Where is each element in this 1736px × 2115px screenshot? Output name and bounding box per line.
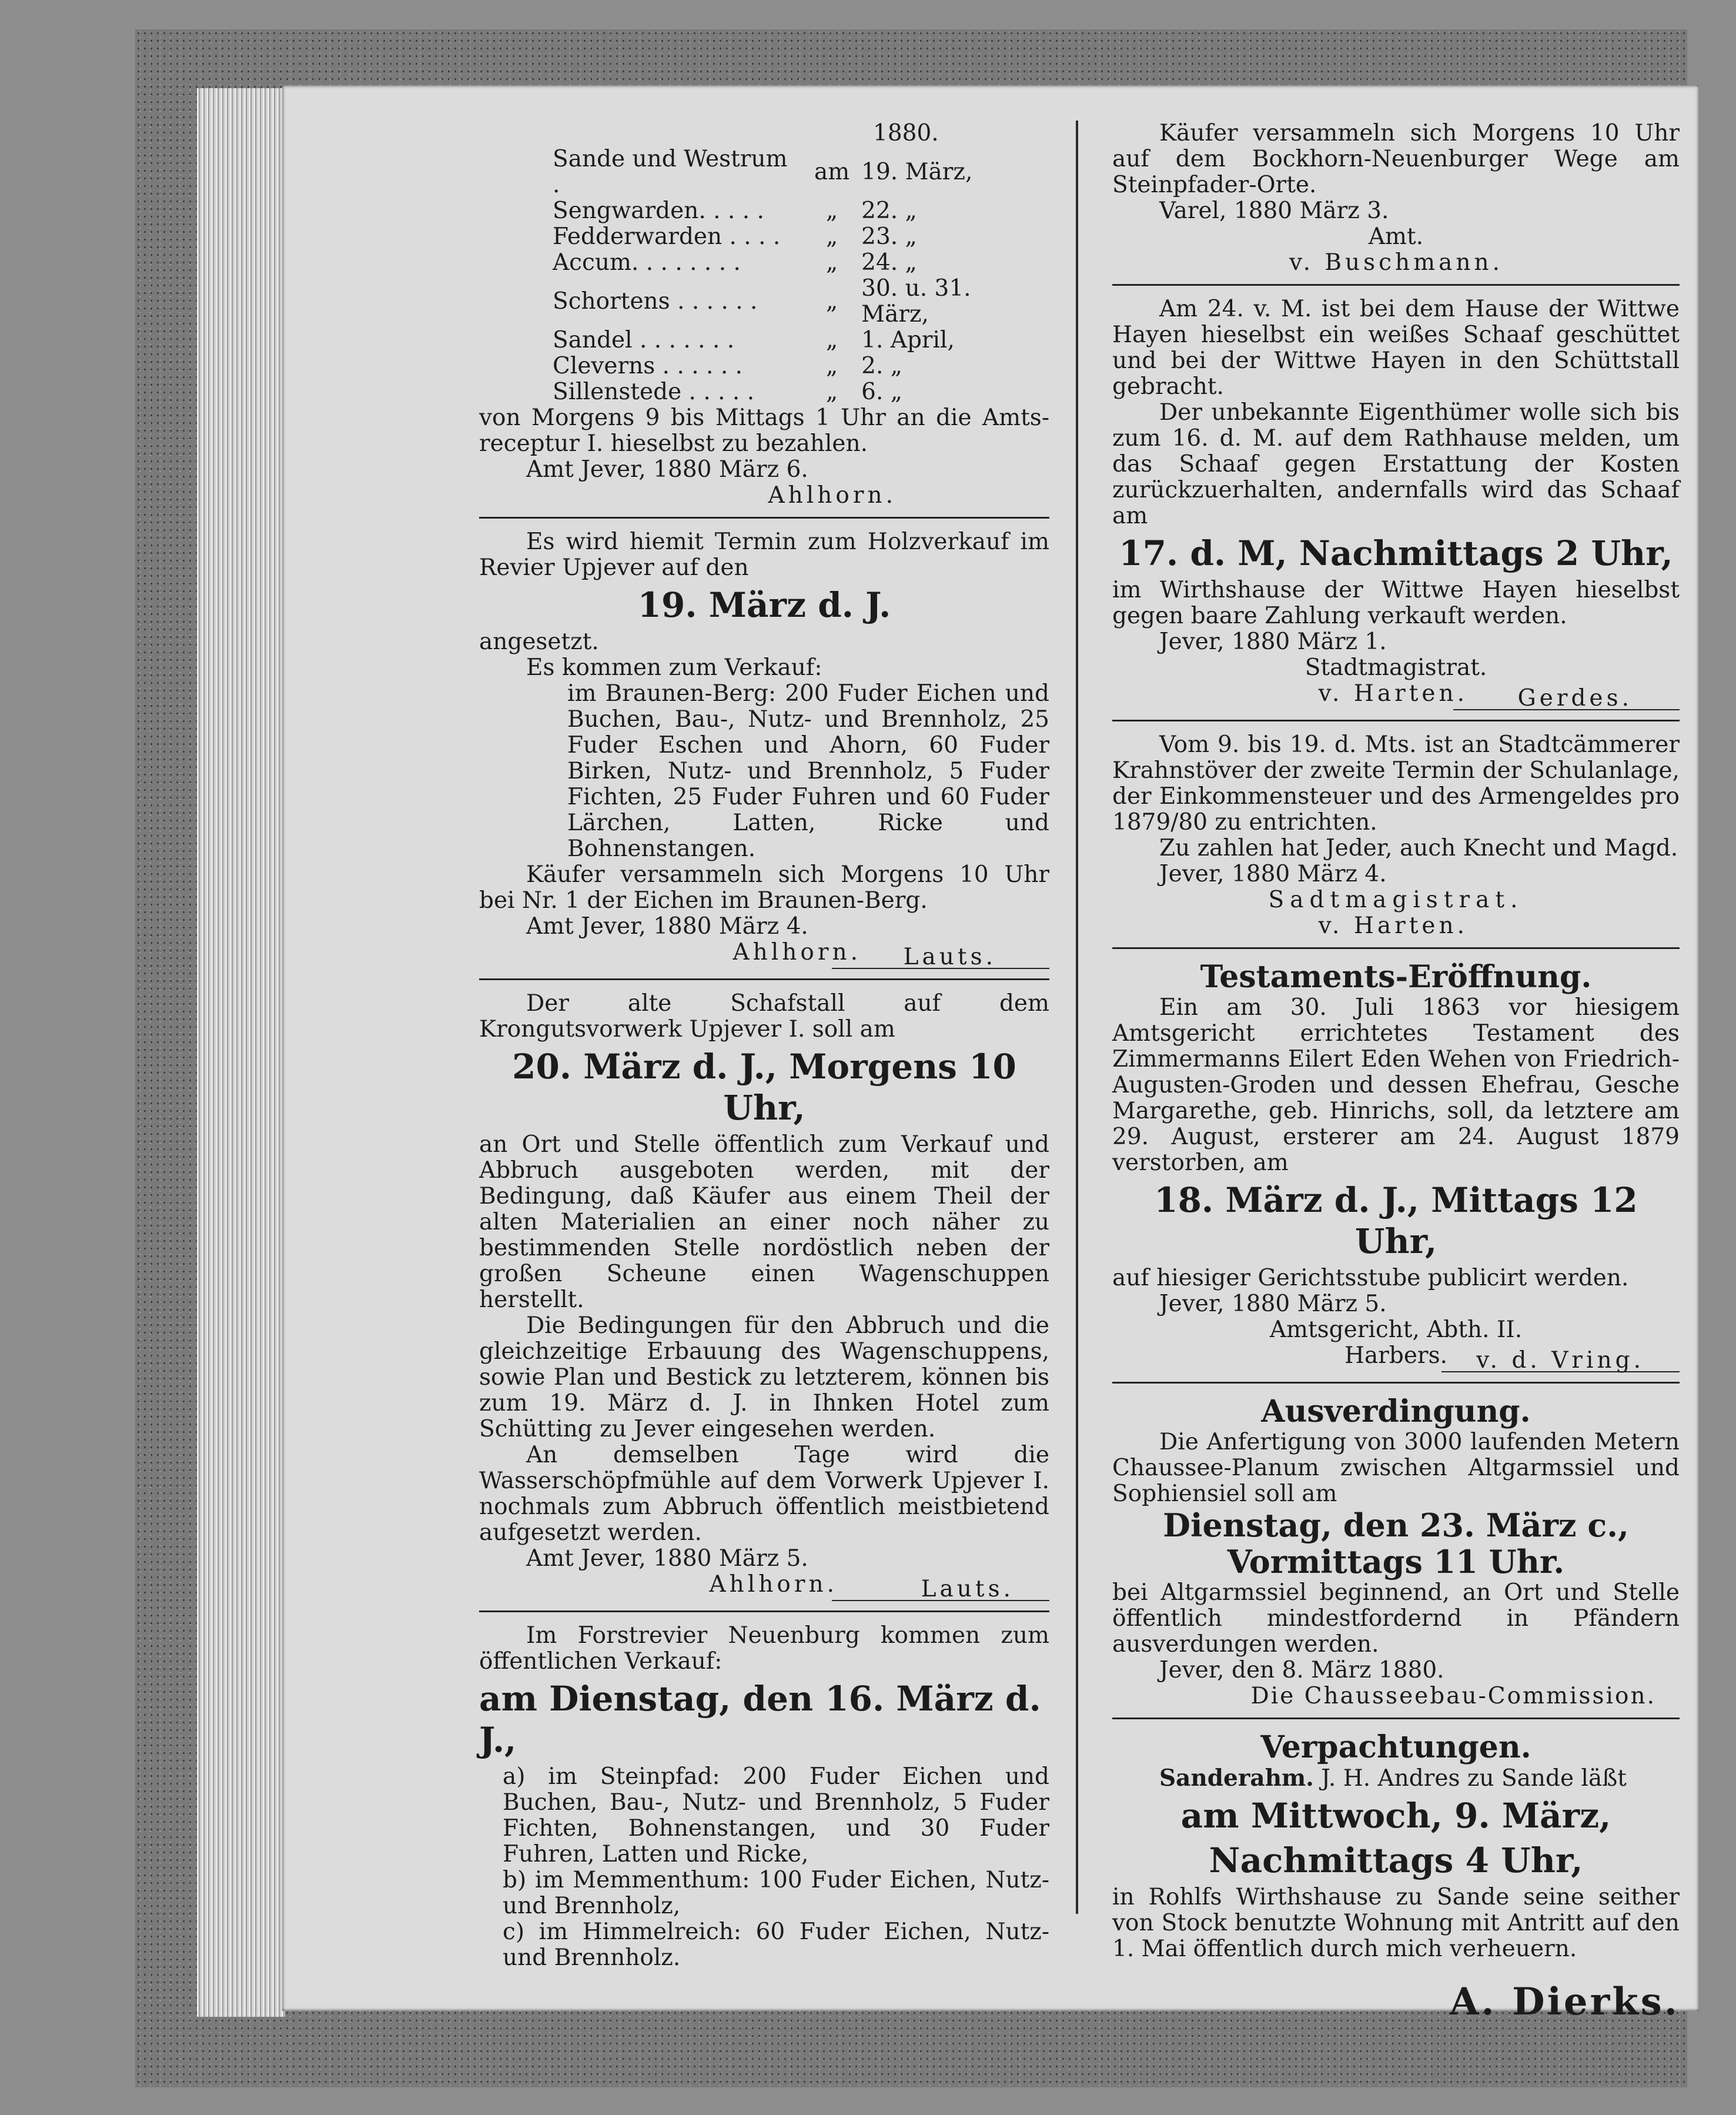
- schedule-pre: „: [825, 353, 838, 379]
- schedule-row: [553, 146, 1049, 198]
- schedule-signature: Ahlhorn.: [768, 482, 897, 509]
- forst-item-a: a) im Steinpfad: 200 Fuder Eichen und Buchen, Bau-, Nutz- und Brennholz, 5 Fuder Fichten, Bohnenstangen, und 30 Fuder Fuhren, Latten und Ricke,: [503, 1763, 1049, 1867]
- stall-signature: Ahlhorn.: [709, 1571, 838, 1598]
- holz-signature-2: Lauts.: [903, 944, 996, 970]
- schedule-date: 22. „: [861, 198, 917, 224]
- divider: [1112, 1718, 1680, 1719]
- steuer-jever: Jever, 1880 März 4.: [1159, 861, 1387, 887]
- verpachtungen-date-1: am Mittwoch, 9. März,: [1180, 1796, 1611, 1836]
- ausverdingung-heading: Ausverdingung.: [1261, 1394, 1531, 1429]
- schaf-jever: Jever, 1880 März 1.: [1159, 629, 1387, 655]
- ausverdingung-text: Die Anfertigung von 3000 laufenden Metern Chaussee-Planum zwischen Altgarmssiel und Sophiensiel soll am: [1112, 1429, 1680, 1507]
- schedule-place: Sengwarden. . . . .: [553, 198, 764, 224]
- divider: [1112, 720, 1680, 721]
- schedule-date: 23. „: [861, 223, 917, 250]
- page-edges: [197, 88, 285, 2017]
- testament-heading: Testaments-Eröffnung.: [1200, 959, 1592, 995]
- stall-date: 20. März d. J., Morgens 10 Uhr,: [512, 1047, 1016, 1128]
- verpachtungen-intro: [1112, 1765, 1680, 1792]
- forst-varel: Varel, 1880 März 3.: [1159, 198, 1389, 224]
- schedule-date: Amt Jever, 1880 März 6.: [526, 456, 808, 483]
- schedule-place: Sillenstede . . . . .: [553, 379, 755, 405]
- ausverdingung-date-2: Vormittags 11 Uhr.: [1227, 1543, 1565, 1581]
- holz-items: im Braunen-Berg: 200 Fuder Eichen und Buchen, Bau-, Nutz- und Brennholz, 25 Fuder Eschen und Ahorn, 60 Fuder Birken, Nutz- und Brennholz, 5 Fuder Fichten, 25 Fuder Fuhren und 60 Fuder Lärchen, Latten, Ricke und Bohnenstangen.: [567, 680, 1049, 862]
- verpachtungen-intro-text: J. H. Andres zu Sande läßt: [1321, 1765, 1627, 1792]
- stall-text: an Ort und Stelle öffentlich zum Verkauf und Abbruch ausgeboten werden, mit der Bedingung, daß Käufer aus einem Theil der alten Materialien an einer noch näher zu bestimmenden Stelle nordöstlich neben der großen Scheune einen Wagenschuppen herstellt.: [479, 1131, 1049, 1313]
- steuer-signature: v. Harten.: [1318, 913, 1468, 939]
- testament-jever: Jever, 1880 März 5.: [1159, 1291, 1387, 1317]
- right-column: [1112, 121, 1680, 2024]
- schedule-pre: „: [825, 223, 838, 250]
- schedule-row: [553, 328, 1049, 353]
- schedule-place: Sande und Westrum .: [553, 146, 788, 198]
- schedule-place: Cleverns . . . . . .: [553, 353, 743, 379]
- schedule-pre: „: [825, 379, 838, 405]
- schaf-text-2: Der unbekannte Eigenthümer wolle sich bis zum 16. d. M. auf dem Rathhause melden, um das Schaaf gegen Erstattung der Kosten zurückzuerhalten, andernfalls wird das Schaaf am: [1112, 399, 1680, 529]
- forst-signature: v. Buschmann.: [1289, 249, 1503, 276]
- holz-date: 19. März d. J.: [637, 585, 891, 625]
- steuer-text: Vom 9. bis 19. d. Mts. ist an Stadtcämmerer Krahnstöver der zweite Termin der Schulanlage, der Einkommensteuer und des Armengeldes pro 1879/80 zu entrichten.: [1112, 731, 1680, 836]
- schedule-place: Fedderwarden . . . .: [553, 223, 781, 250]
- stall-amt: Amt Jever, 1880 März 5.: [526, 1545, 808, 1572]
- stall-signature-2: Lauts.: [921, 1576, 1014, 1602]
- schedule-date: 2. „: [861, 353, 902, 379]
- schedule-date: 30. u. 31. März,: [861, 275, 971, 328]
- holz-signature: Ahlhorn.: [732, 939, 861, 965]
- verpachtungen-location: Sanderahm.: [1159, 1765, 1314, 1792]
- schedule-row: [553, 353, 1049, 379]
- holz-kommen: Es kommen zum Verkauf:: [526, 654, 822, 681]
- schedule-row: [553, 276, 1049, 328]
- divider: [479, 978, 1049, 980]
- stall-muehle: An demselben Tage wird die Wasserschöpfmühle auf dem Vorwerk Upjever I. nochmals zum Abbruch öffentlich meistbietend aufgesetzt werden.: [479, 1442, 1049, 1546]
- schedule-row: [553, 224, 1049, 250]
- holz-kaeufer: Käufer versammeln sich Morgens 10 Uhr bei Nr. 1 der Eichen im Braunen-Berg.: [479, 861, 1049, 914]
- verpachtungen-date-2: Nachmittags 4 Uhr,: [1209, 1840, 1583, 1880]
- schedule-pre: „: [825, 198, 838, 224]
- schedule-pre: „: [825, 327, 838, 353]
- steuer-magistrat: Sadtmagistrat.: [1268, 887, 1524, 913]
- schedule-pre: „: [825, 249, 838, 276]
- schedule-place: Sandel . . . . . . .: [553, 327, 735, 353]
- forst-item-b: b) im Memmenthum: 100 Fuder Eichen, Nutz- und Brennholz,: [503, 1867, 1049, 1919]
- testament-signature-2: v. d. Vring.: [1476, 1347, 1644, 1374]
- schedule-year: 1880.: [873, 120, 939, 146]
- stall-intro: Der alte Schafstall auf dem Krongutsvorwerk Upjever I. soll am: [479, 990, 1049, 1043]
- schedule-date: 6. „: [861, 379, 902, 405]
- schedule-date: 19. März,: [861, 159, 973, 185]
- testament-amtsgericht: Amtsgericht, Abth. II.: [1269, 1317, 1523, 1343]
- holz-intro: Es wird hiemit Termin zum Holzverkauf im Revier Upjever auf den: [479, 529, 1049, 581]
- schedule-place: Schortens . . . . . .: [553, 288, 758, 315]
- ausverdingung-signature: Die Chausseebau-Commission.: [1250, 1683, 1656, 1709]
- schaf-magistrat: Stadtmagistrat.: [1304, 654, 1487, 681]
- column-divider: [1076, 121, 1078, 1914]
- schedule-row: [553, 379, 1049, 405]
- divider: [1112, 947, 1680, 949]
- schedule-place: Accum. . . . . . . .: [553, 249, 741, 276]
- schedule-date: 1. April,: [861, 327, 955, 353]
- left-column: [479, 121, 1049, 1971]
- testament-signature: Harbers.: [1344, 1342, 1447, 1369]
- ausverdingung-jever: Jever, den 8. März 1880.: [1159, 1657, 1444, 1683]
- payment-schedule: [553, 146, 1049, 405]
- schedule-pre: am: [814, 159, 850, 185]
- schedule-row: [553, 198, 1049, 224]
- divider: [1112, 1382, 1680, 1384]
- schedule-pre: „: [825, 288, 838, 315]
- divider: [479, 1611, 1049, 1612]
- schaf-signature: v. Harten.: [1318, 680, 1468, 707]
- steuer-text-2: Zu zahlen hat Jeder, auch Knecht und Magd.: [1159, 835, 1678, 861]
- schedule-row: [553, 250, 1049, 276]
- forst-date: am Dienstag, den 16. März d. J.,: [479, 1679, 1041, 1760]
- verpachtungen-heading: Verpachtungen.: [1260, 1729, 1531, 1765]
- schaf-date: 17. d. M, Nachmittags 2 Uhr,: [1119, 533, 1673, 573]
- forst-continuation: Käufer versammeln sich Morgens 10 Uhr auf dem Bockhorn-Neuenburger Wege am Steinpfader-Orte.: [1112, 120, 1680, 198]
- schedule-text: von Morgens 9 bis Mittags 1 Uhr an die Amts-receptur I. hieselbst zu bezahlen.: [479, 405, 1049, 457]
- schaf-signature-2: Gerdes.: [1517, 685, 1633, 711]
- forst-intro: Im Forstrevier Neuenburg kommen zum öffentlichen Verkauf:: [479, 1622, 1049, 1675]
- ausverdingung-date-1: Dienstag, den 23. März c.,: [1163, 1506, 1629, 1544]
- holz-amt: Amt Jever, 1880 März 4.: [526, 913, 808, 940]
- stall-bedingungen: Die Bedingungen für den Abbruch und die gleichzeitige Erbauung des Wagenschuppens, sowie Plan und Bestick zu letzterem, können bis zum 19. März d. J. in Ihnken Hotel zum Schütting zu Jever eingesehen werden.: [479, 1312, 1049, 1442]
- schedule-date: 24. „: [861, 249, 917, 276]
- verpachtungen-text: in Rohlfs Wirthshause zu Sande seine seither von Stock benutzte Wohnung mit Antritt auf den 1. Mai öffentlich durch mich verheuern.: [1112, 1884, 1680, 1962]
- forst-amt: Amt.: [1368, 223, 1424, 250]
- ausverdingung-text-2: bei Altgarmssiel beginnend, an Ort und Stelle öffentlich mindestfordernd in Pfändern ausverdungen werden.: [1112, 1579, 1680, 1658]
- divider: [1112, 284, 1680, 286]
- divider: [479, 517, 1049, 519]
- forst-item-c: c) im Himmelreich: 60 Fuder Eichen, Nutz- und Brennholz.: [503, 1919, 1049, 1971]
- holz-angesetzt: angesetzt.: [479, 629, 599, 655]
- schaf-text: Am 24. v. M. ist bei dem Hause der Wittwe Hayen hieselbst ein weißes Schaaf geschüttet und bei der Wittwe Hayen in den Schüttstall gebracht.: [1112, 296, 1680, 400]
- schaf-text-3: im Wirthshause der Wittwe Hayen hieselbst gegen baare Zahlung verkauft werden.: [1112, 577, 1680, 629]
- testament-date: 18. März d. J., Mittags 12 Uhr,: [1154, 1180, 1638, 1261]
- verpachtungen-signature: A. Dierks.: [1449, 1980, 1680, 2024]
- testament-text: Ein am 30. Juli 1863 vor hiesigem Amtsgericht errichtetes Testament des Zimmermanns Eilert Eden Wehen von Friedrich-Augusten-Groden und dessen Ehefrau, Gesche Margarethe, geb. Hinrichs, soll, da letztere am 29. August, ersterer am 24. August 1879 verstorben, am: [1112, 994, 1680, 1176]
- testament-text-2: auf hiesiger Gerichtsstube publicirt werden.: [1112, 1265, 1629, 1291]
